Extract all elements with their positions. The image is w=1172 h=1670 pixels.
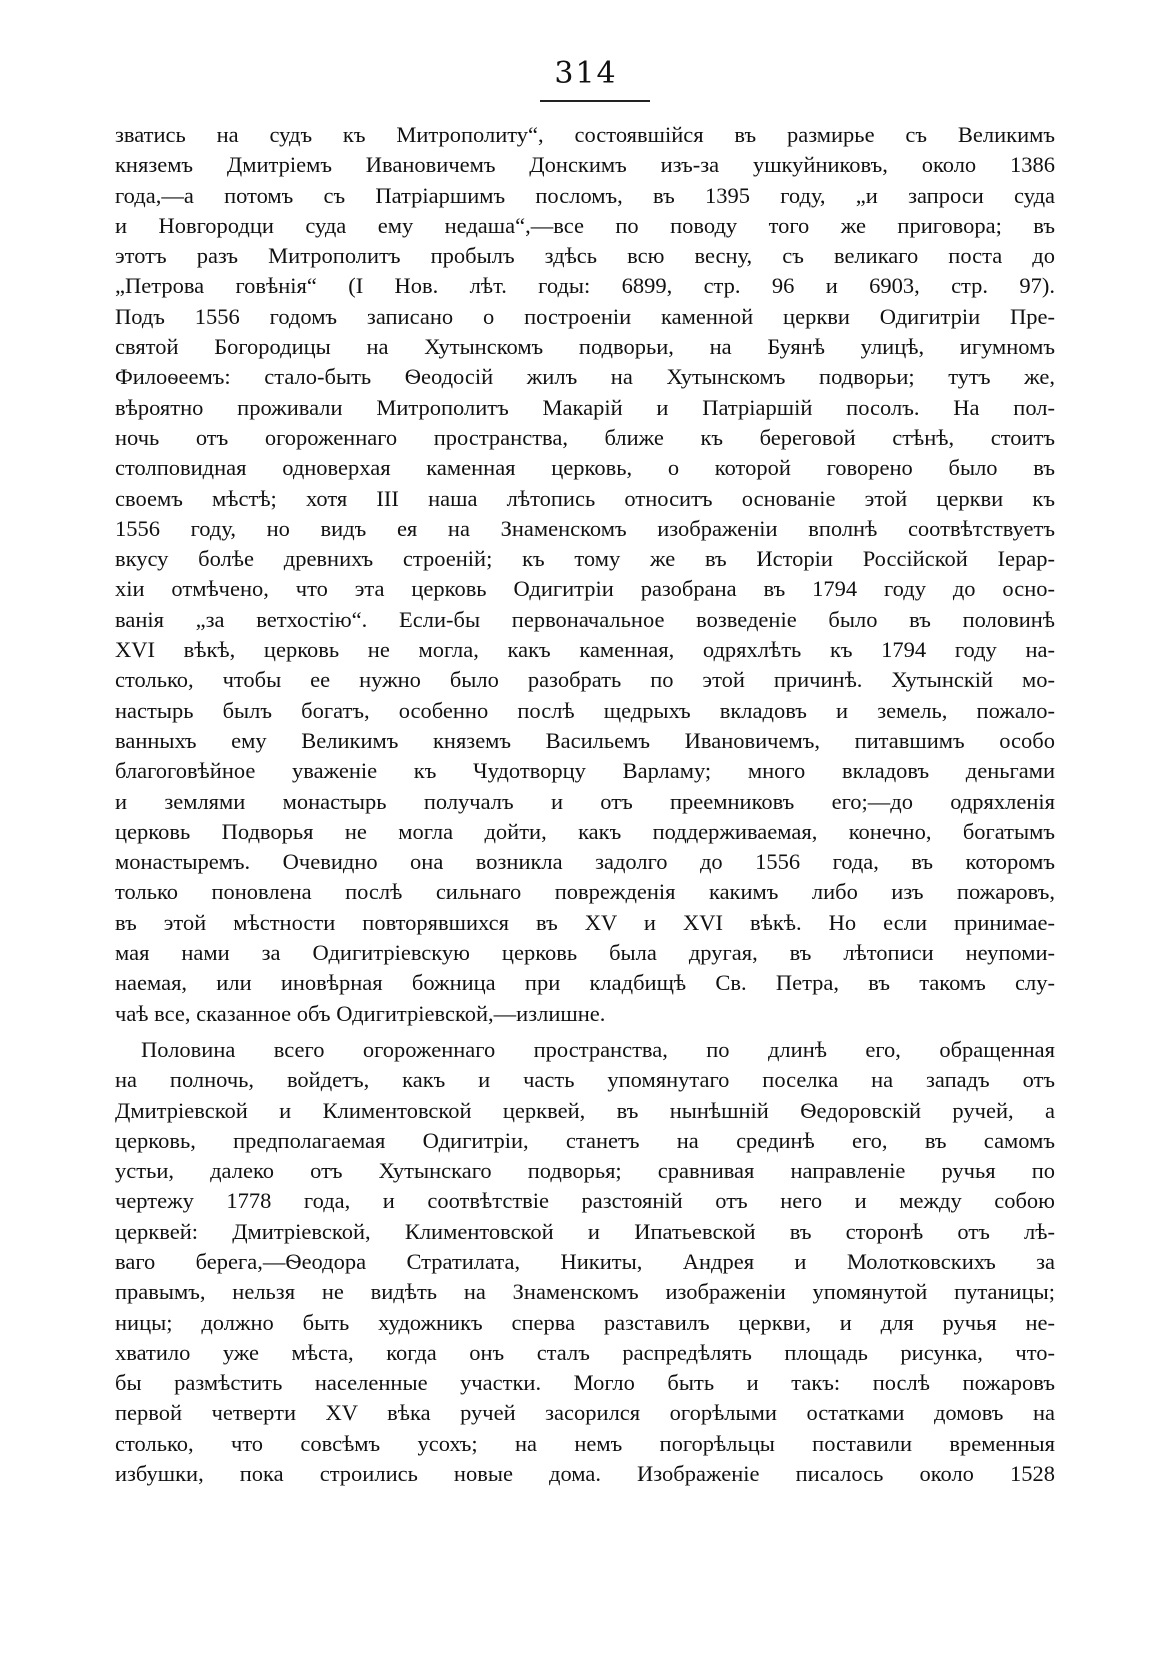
text-line: года,—а потомъ съ Патріаршимъ посломъ, въ 1395 году, „и запроси суда (115, 182, 1055, 208)
text-line: Половина всего огороженнаго пространства, по длинѣ его, обращенная (141, 1036, 1055, 1062)
text-line: бы размѣстить населенные участки. Могло быть и такъ: послѣ пожаровъ (115, 1370, 1055, 1396)
page-number-rule (540, 100, 650, 102)
text-line: святой Богородицы на Хутынскомъ подворьи, на Буянѣ улицѣ, игумномъ (115, 334, 1055, 360)
text-line: благоговѣйное уваженіе къ Чудотворцу Варламу; много вкладовъ деньгами (115, 758, 1055, 784)
text-line: зватись на судъ къ Митрополиту“, состоявшійся въ размирье съ Великимъ (115, 122, 1055, 147)
text-line: правымъ, нельзя не видѣть на Знаменскомъ изображеніи упомянутой путаницы; (115, 1279, 1055, 1305)
text-line: церковь, предполагаемая Одигитріи, станетъ на срединѣ его, въ самомъ (115, 1127, 1055, 1153)
text-line: только поновлена послѣ сильнаго поврежденія какимъ либо изъ пожаровъ, (115, 879, 1055, 905)
text-line: настырь былъ богатъ, особенно послѣ щедрыхъ вкладовъ и земель, пожало- (115, 697, 1055, 723)
text-line: чертежу 1778 года, и соотвѣтствіе разстояній отъ него и между собою (115, 1188, 1055, 1214)
text-line: и землями монастырь получалъ и отъ преемниковъ его;—до одряхленія (115, 788, 1055, 814)
text-line: Подъ 1556 годомъ записано о построеніи каменной церкви Одигитріи Пре- (115, 303, 1055, 329)
text-line: столько, что совсѣмъ усохъ; на немъ погорѣльцы поставили временныя (115, 1430, 1055, 1456)
text-line: хіи отмѣчено, что эта церковь Одигитріи разобрана въ 1794 году до осно- (115, 576, 1055, 602)
text-line: церквей: Дмитріевской, Климентовской и Ипатьевской въ сторонѣ отъ лѣ- (115, 1218, 1055, 1244)
paragraph-2 (115, 1035, 1055, 1489)
text-line: избушки, пока строились новые дома. Изображеніе писалось около 1528 (115, 1461, 1055, 1487)
text-line: въ этой мѣстности повторявшихся въ XV и XVI вѣкѣ. Но если принимае- (115, 909, 1055, 935)
paragraph-1 (115, 120, 1055, 1029)
text-line: этотъ разъ Митрополитъ пробылъ здѣсь всю весну, съ великаго поста до (115, 243, 1055, 269)
text-line: устьи, далеко отъ Хутынскаго подворья; сравнивая направленіе ручья по (115, 1158, 1055, 1184)
text-line: ванія „за ветхостію“. Если-бы первоначальное возведеніе было въ половинѣ (115, 606, 1055, 632)
text-line: ночь отъ огороженнаго пространства, ближе къ береговой стѣнѣ, стоитъ (115, 424, 1055, 450)
text-line: хватило уже мѣста, когда онъ сталъ распредѣлять площадь рисунка, что- (115, 1339, 1055, 1365)
text-line: на полночь, войдетъ, какъ и часть упомянутаго поселка на западъ отъ (115, 1067, 1055, 1093)
text-line: и Новгородци суда ему недаша“,—все по поводу того же приговора; въ (115, 212, 1055, 238)
text-line: наемая, или иновѣрная божница при кладбищѣ Св. Петра, въ такомъ слу- (115, 970, 1055, 996)
text-line: ницы; должно быть художникъ сперва разставилъ церкви, и для ручья не- (115, 1309, 1055, 1335)
text-line: столповидная одноверхая каменная церковь, о которой говорено было въ (115, 455, 1055, 481)
text-line: „Петрова говѣнія“ (I Нов. лѣт. годы: 6899, стр. 96 и 6903, стр. 97). (115, 273, 1055, 299)
text-line: мая нами за Одигитріевскую церковь была другая, въ лѣтописи неупоми- (115, 940, 1055, 966)
text-line: своемъ мѣстѣ; хотя III наша лѣтопись относитъ основаніе этой церкви къ (115, 485, 1055, 511)
text-line: монастыремъ. Очевидно она возникла задолго до 1556 года, въ которомъ (115, 849, 1055, 875)
body-text (115, 120, 1055, 1489)
text-line: XVI вѣкѣ, церковь не могла, какъ каменная, одряхлѣть къ 1794 году на- (115, 637, 1055, 663)
text-line: Филоѳеемъ: стало-быть Ѳеодосій жилъ на Хутынскомъ подворьи; тутъ же, (115, 364, 1055, 390)
text-line: ваго берега,—Ѳеодора Стратилата, Никиты, Андрея и Молотковскихъ за (115, 1248, 1055, 1274)
text-line: вѣроятно проживали Митрополитъ Макарій и Патріаршій посолъ. На пол- (115, 394, 1055, 420)
text-line: вкусу болѣе древнихъ строеній; къ тому же въ Исторіи Россійской Іерар- (115, 546, 1055, 572)
text-line: чаѣ все, сказанное объ Одигитріевской,—излишне. (115, 1000, 606, 1026)
page-number: 314 (554, 56, 618, 91)
text-line: церковь Подворья не могла дойти, какъ поддерживаемая, конечно, богатымъ (115, 818, 1055, 844)
text-line: столько, чтобы ее нужно было разобрать по этой причинѣ. Хутынскій мо- (115, 667, 1055, 693)
text-line: ванныхъ ему Великимъ княземъ Васильемъ Ивановичемъ, питавшимъ особо (115, 727, 1055, 753)
text-line: первой четверти XV вѣка ручей засорился огорѣлыми остатками домовъ на (115, 1400, 1055, 1426)
text-line: Дмитріевской и Климентовской церквей, въ нынѣшній Ѳедоровскій ручей, а (115, 1097, 1055, 1123)
text-line: 1556 году, но видъ ея на Знаменскомъ изображеніи вполнѣ соотвѣтствуетъ (115, 515, 1055, 541)
text-line: княземъ Дмитріемъ Ивановичемъ Донскимъ изъ-за ушкуйниковъ, около 1386 (115, 152, 1055, 178)
